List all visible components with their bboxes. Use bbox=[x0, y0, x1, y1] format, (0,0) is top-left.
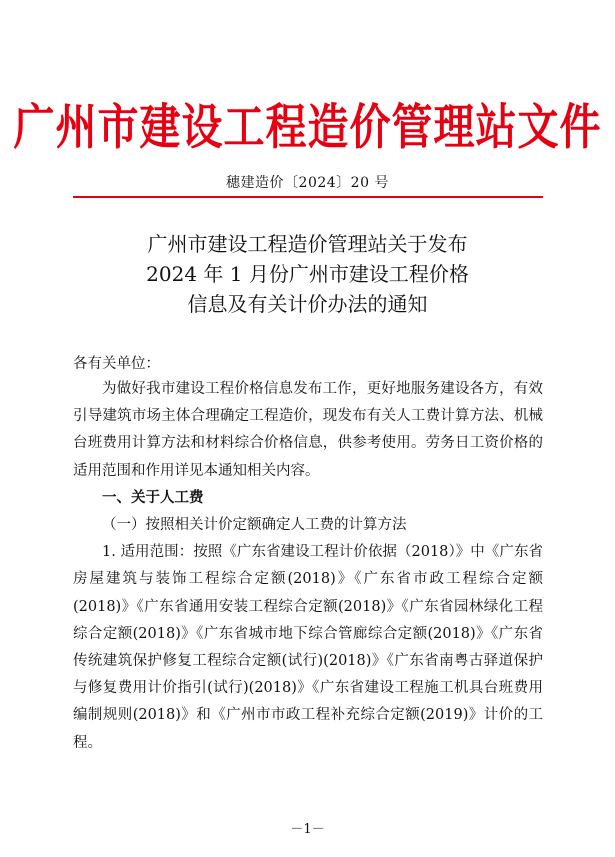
title-line: 广州市建设工程造价管理站关于发布 bbox=[147, 232, 468, 256]
red-separator-line bbox=[73, 196, 543, 198]
title-line: 信息及有关计价办法的通知 bbox=[187, 292, 428, 316]
salutation: 各有关单位： bbox=[73, 356, 160, 372]
body-text bbox=[73, 376, 543, 757]
page-number: －1－ bbox=[290, 822, 325, 837]
document-number: 穗建造价〔2024〕20 号 bbox=[226, 175, 389, 191]
document-masthead: 广州市建设工程造价管理站文件 bbox=[13, 98, 602, 156]
section-heading-labor-cost: 一、关于人工费 bbox=[102, 489, 204, 506]
intro-paragraph: 为做好我市建设工程价格信息发布工作，更好地服务建设各方，有效引导建筑市场主体合理确定工程造价，现发布有关人工费计算方法、机械台班费用计算方法和材料综合价格信息，供参考使用。劳务日工资价格的适用范围和作用详见本通知相关内容。 bbox=[73, 381, 543, 479]
title-line: 2024 年 1 月份广州市建设工程价格 bbox=[146, 262, 469, 286]
notice-title bbox=[0, 229, 615, 319]
subsection-heading-calculation-method: （一）按照相关计价定额确定人工费的计算方法 bbox=[102, 517, 407, 534]
scope-paragraph: 1. 适用范围：按照《广东省建设工程计价依据（2018）》中《广东省房屋建筑与装饰工程综合定额(2018)》《广东省市政工程综合定额(2018)》《广东省通用安装工程综合定额(2018)》《广东省园林绿化工程综合定额(2018)》《广东省城市地下综合管廊综合定额(2018)》《广东省传统建筑保护修复工程综合定额(试行)(2018)》《广东省南粤古驿道保护与修复费用计价指引(试行)(2018)》《广东省建设工程施工机具台班费用编制规则(2018)》和《广州市市政工程补充综合定额(2019)》计价的工程。 bbox=[73, 544, 543, 751]
